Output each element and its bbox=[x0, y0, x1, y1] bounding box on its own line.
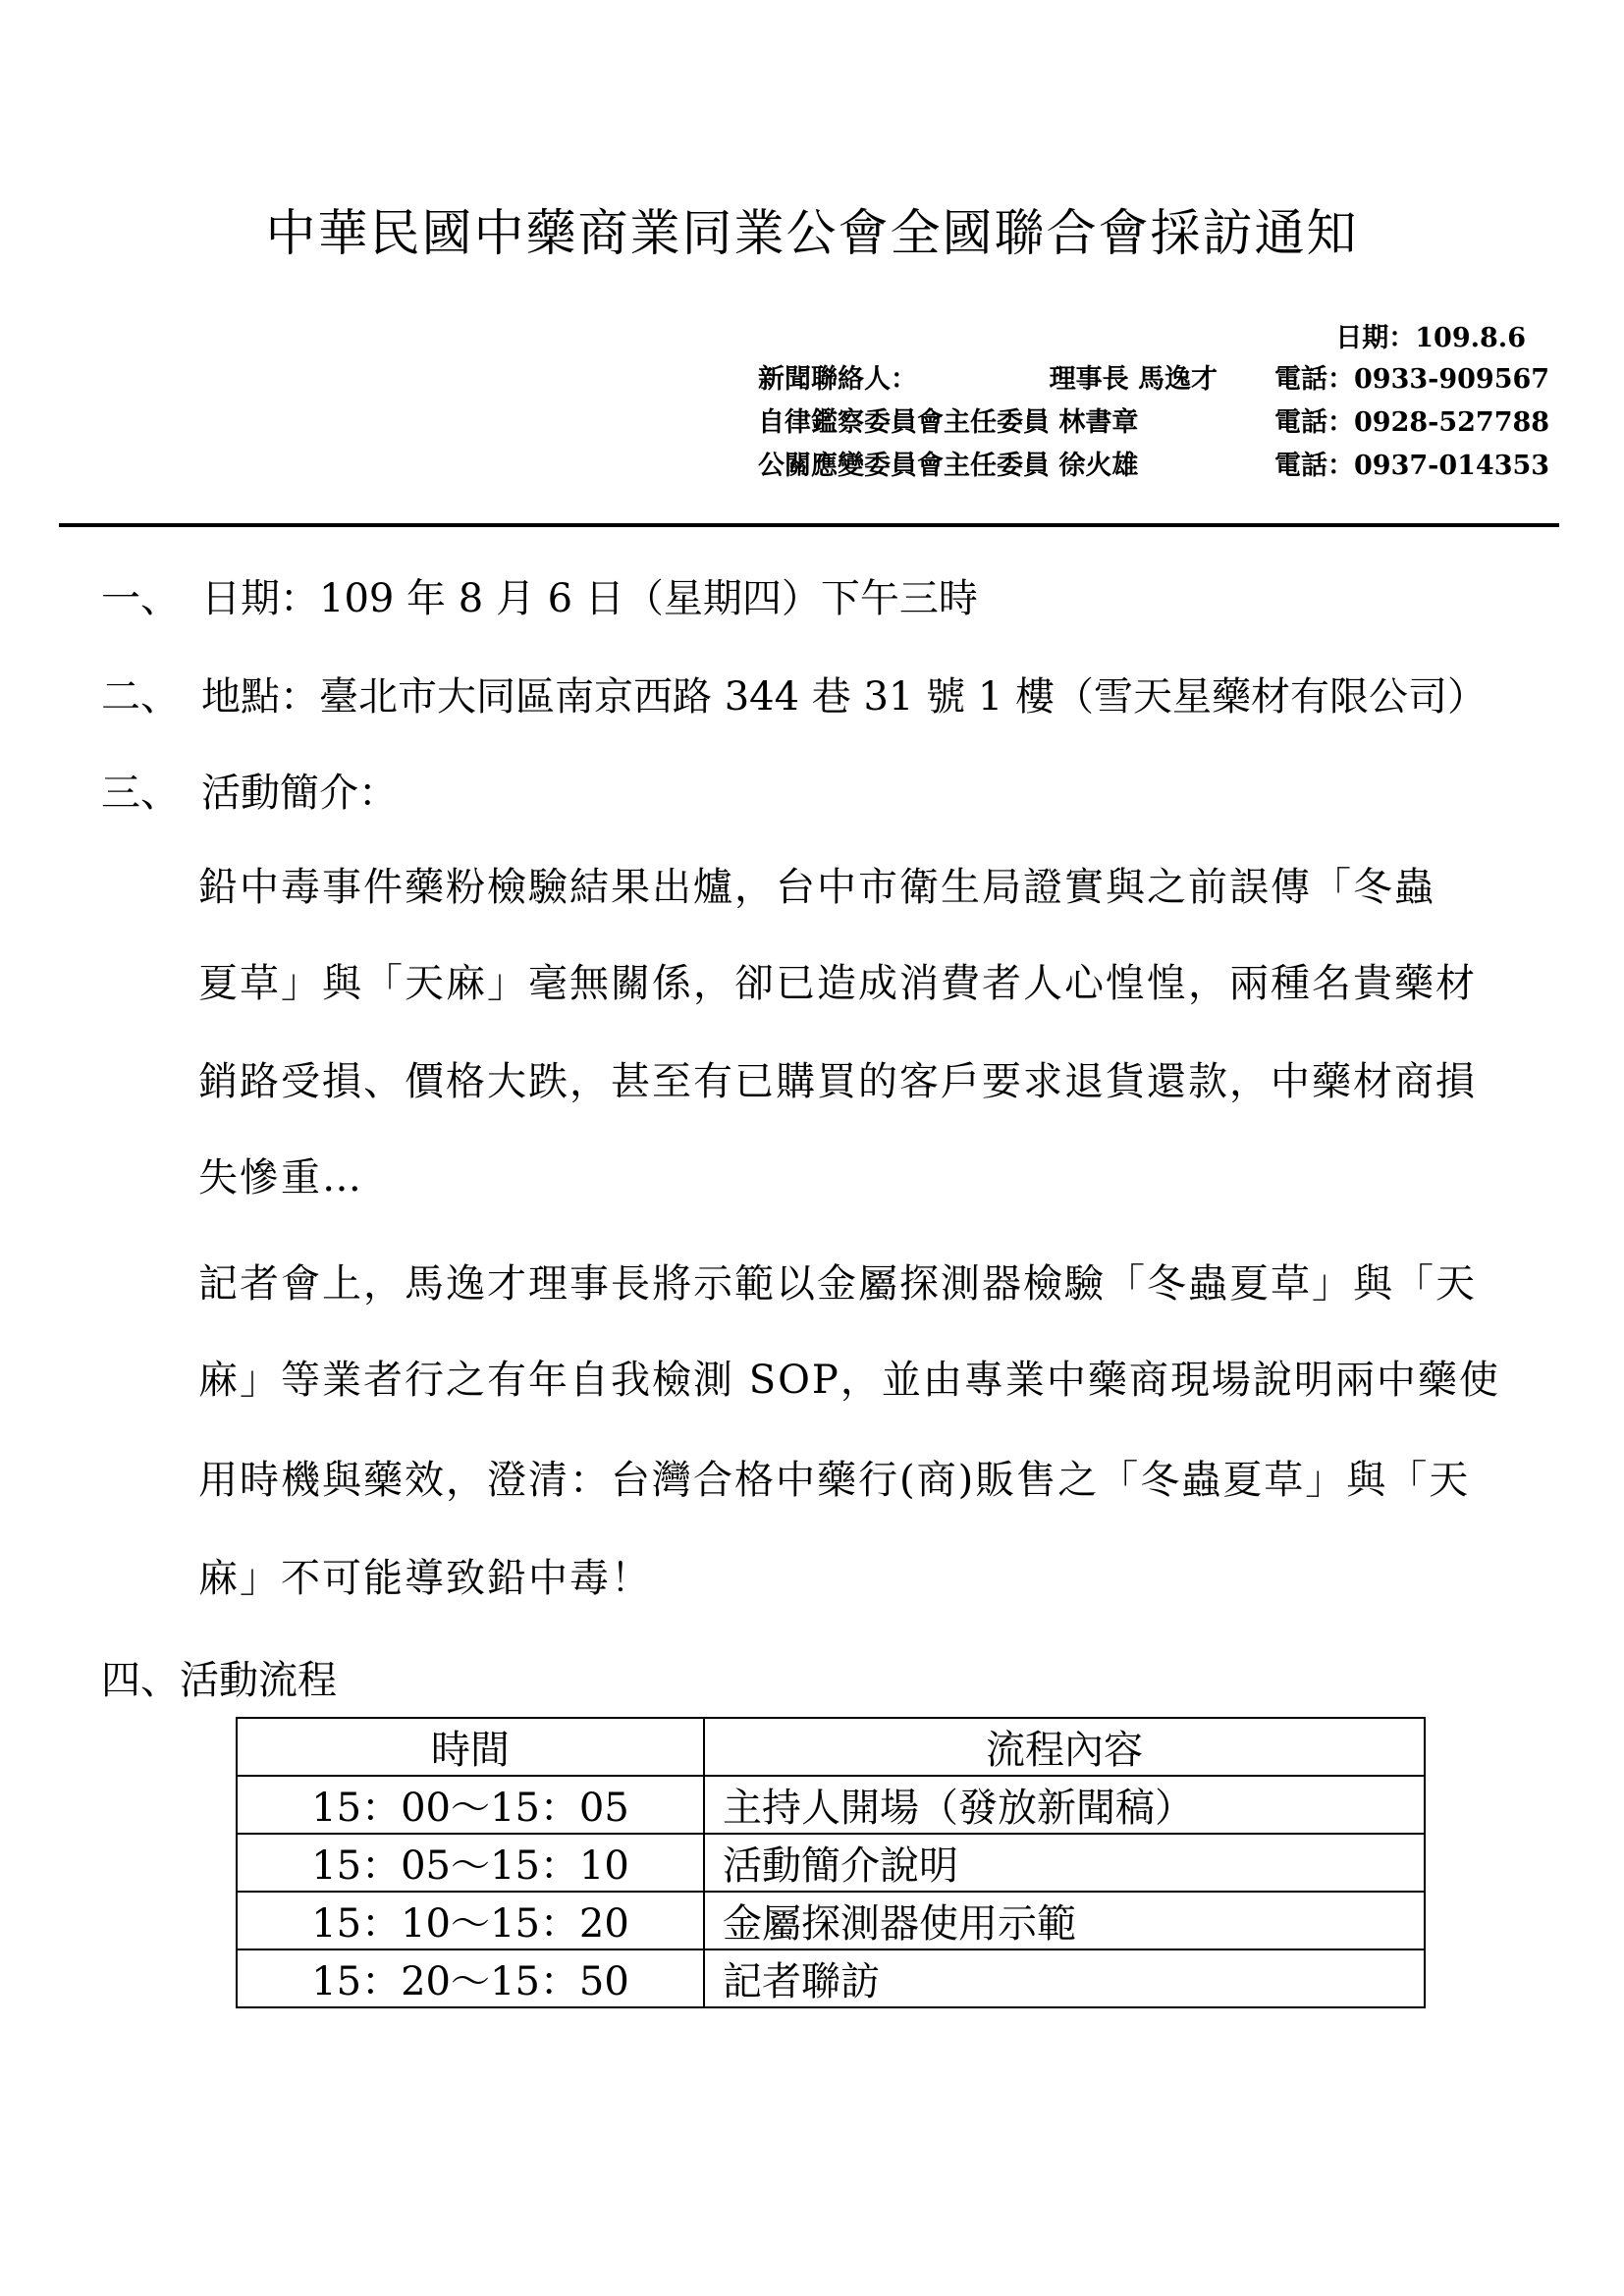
section-1-text: 日期：109 年 8 月 6 日（星期四）下午三時 bbox=[201, 576, 978, 621]
intro-line: 麻」等業者行之有年自我檢測 SOP，並由專業中藥商現場說明兩中藥使 bbox=[198, 1358, 1500, 1403]
contact-phone-2: 電話：0928-527788 bbox=[1274, 407, 1550, 438]
flow-title: 四、活動流程 bbox=[101, 1658, 337, 1703]
intro-line: 鉛中毒事件藥粉檢驗結果出爐，台中市衛生局證實與之前誤傳「冬蟲 bbox=[198, 865, 1435, 910]
contact-label: 新聞聯絡人： bbox=[758, 364, 917, 395]
row-time: 15：00～15：05 bbox=[237, 1776, 704, 1834]
section-2-number: 二、 bbox=[101, 674, 180, 720]
row-time: 15：20～15：50 bbox=[237, 1949, 704, 2007]
table-row bbox=[237, 1892, 1425, 1949]
section-2-text: 地點：臺北市大同區南京西路 344 巷 31 號 1 樓（雪天星藥材有限公司） bbox=[201, 674, 1487, 720]
row-content: 記者聯訪 bbox=[704, 1949, 1425, 2007]
row-time: 15：05～15：10 bbox=[237, 1834, 704, 1892]
column-header-time: 時間 bbox=[237, 1718, 704, 1776]
header-divider bbox=[59, 523, 1559, 527]
page-title: 中華民國中藥商業同業公會全國聯合會採訪通知 bbox=[265, 205, 1359, 263]
intro-line: 失慘重… bbox=[198, 1155, 363, 1201]
intro-line: 夏草」與「天麻」毫無關係，卻已造成消費者人心惶惶，兩種名貴藥材 bbox=[198, 961, 1477, 1006]
schedule-table bbox=[236, 1717, 1426, 2008]
contact-name-1: 理事長 馬逸才 bbox=[1049, 364, 1218, 395]
intro-line: 用時機與藥效，澄清：台灣合格中藥行(商)販售之「冬蟲夏草」與「天 bbox=[198, 1458, 1471, 1503]
notice-date: 日期：109.8.6 bbox=[1335, 323, 1526, 353]
table-row bbox=[237, 1776, 1425, 1834]
table-row bbox=[237, 1834, 1425, 1892]
contact-name-3: 公關應變委員會主任委員 徐火雄 bbox=[758, 451, 1139, 481]
contact-phone-1: 電話：0933-909567 bbox=[1274, 364, 1550, 395]
table-row bbox=[237, 1949, 1425, 2007]
intro-line: 記者會上，馬逸才理事長將示範以金屬探測器檢驗「冬蟲夏草」與「天 bbox=[198, 1261, 1477, 1307]
section-1-number: 一、 bbox=[101, 576, 180, 621]
section-3-number: 三、 bbox=[101, 771, 180, 816]
table-header-row bbox=[237, 1718, 1425, 1776]
intro-line: 麻」不可能導致鉛中毒！ bbox=[198, 1556, 652, 1601]
row-content: 主持人開場（發放新聞稿） bbox=[704, 1776, 1425, 1834]
row-content: 金屬探測器使用示範 bbox=[704, 1892, 1425, 1949]
intro-line: 銷路受損、價格大跌，甚至有已購買的客戶要求退貨還款，中藥材商損 bbox=[198, 1059, 1477, 1104]
section-3-text: 活動簡介： bbox=[201, 771, 398, 816]
row-time: 15：10～15：20 bbox=[237, 1892, 704, 1949]
row-content: 活動簡介說明 bbox=[704, 1834, 1425, 1892]
contact-name-2: 自律鑑察委員會主任委員 林書章 bbox=[758, 407, 1139, 438]
column-header-content: 流程內容 bbox=[704, 1718, 1425, 1776]
contact-phone-3: 電話：0937-014353 bbox=[1274, 451, 1550, 481]
